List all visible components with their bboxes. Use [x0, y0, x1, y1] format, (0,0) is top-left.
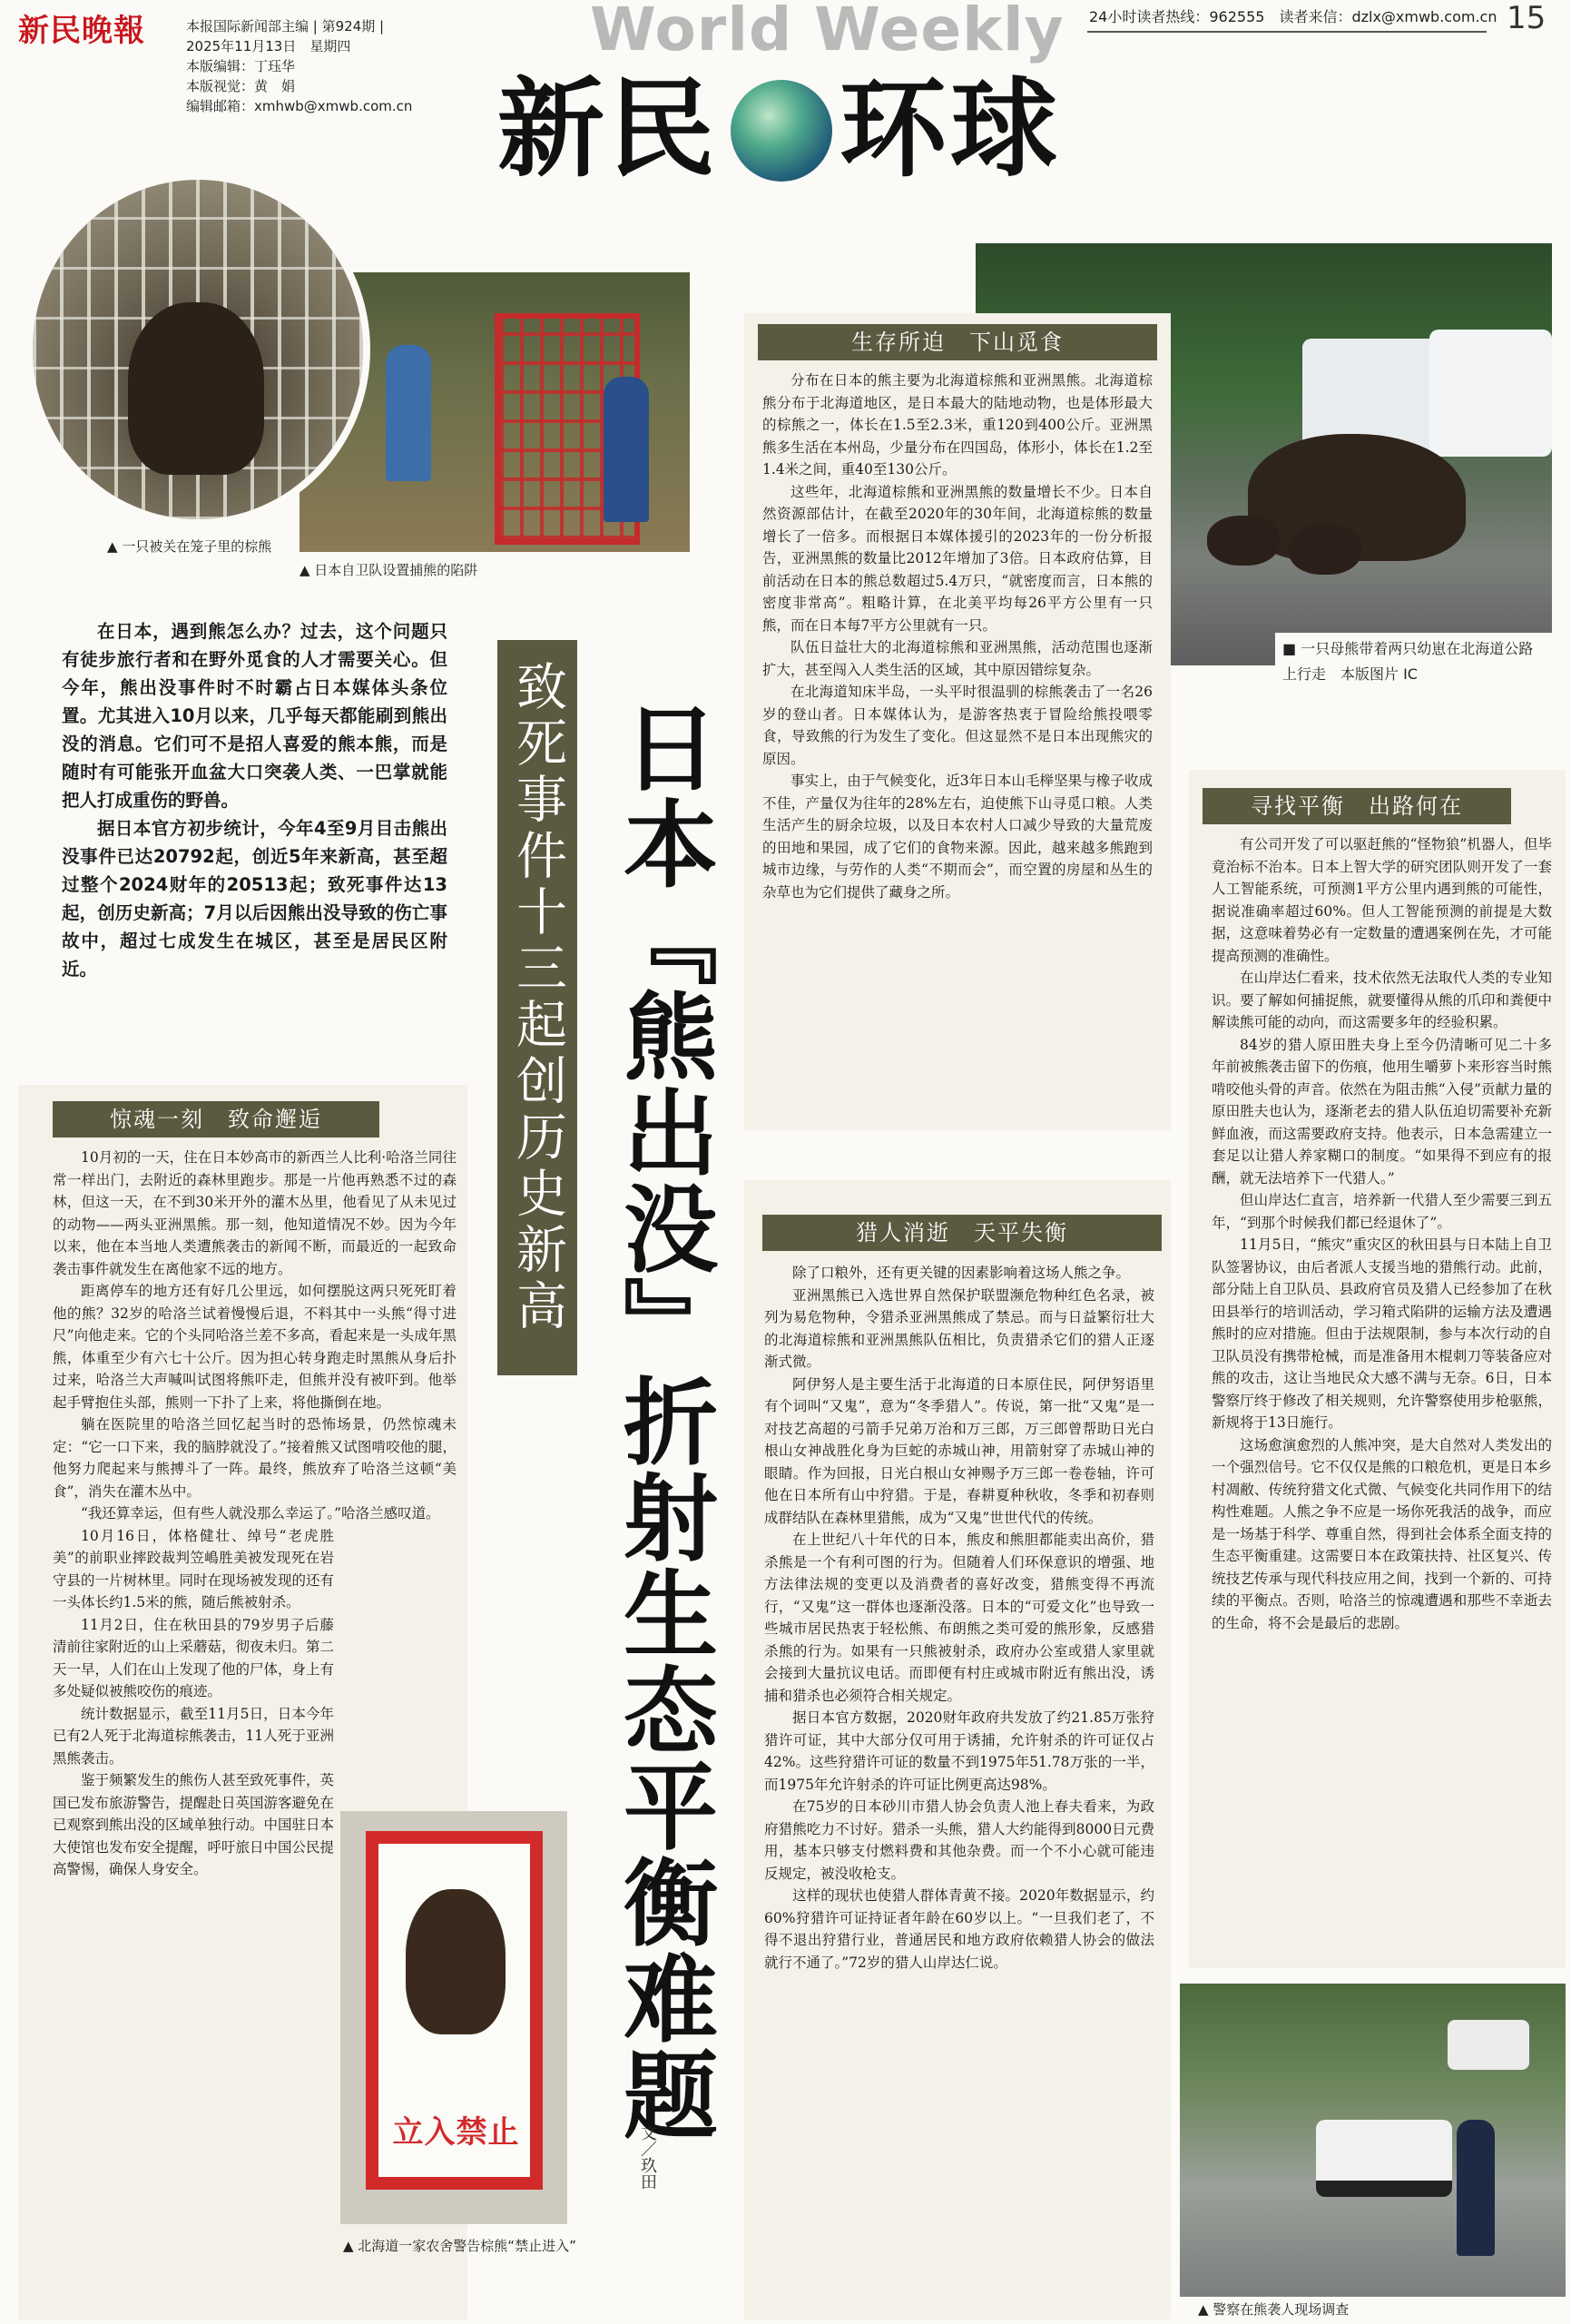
- paragraph: 队伍日益壮大的北海道棕熊和亚洲黑熊，活动范围也逐渐扩大，甚至闯入人类生活的区域，其中原因错综复杂。: [762, 639, 1153, 678]
- world-weekly-logo: World Weekly: [590, 0, 1065, 64]
- paragraph: 这样的现状也使猎人群体青黄不接。2020年数据显示，约60%狩猎许可证持证者年龄在60岁以上。“一旦我们老了，不得不退出狩猎行业，普通居民和地方政府依赖猎人协会的做法就行不通了。”72岁的猎人山岸达仁说。: [764, 1887, 1154, 1971]
- paragraph: 事实上，由于气候变化，近3年日本山毛榉坚果与橡子收成不佳，产量仅为往年的28%左右，迫使熊下山寻觅口粮。人类生活产生的厨余垃圾，以及日本农村人口减少导致的大量荒废的田地和果园，成了它们的食物来源。因此，越来越多熊跑到城市边缘，与劳作的人类“不期而会”，而空置的房屋和丛生的杂草也为它们提供了藏身之所。: [762, 773, 1153, 901]
- police-officer: [1457, 2120, 1495, 2256]
- caption-cage-bear: ▲ 一只被关在笼子里的棕熊: [107, 538, 272, 555]
- subheadline: 致死事件十三起创历史新高: [508, 660, 567, 1335]
- hotline: 24小时读者热线：962555 读者来信：dzlx@xmwb.com.cn: [1089, 8, 1497, 25]
- section-title-left: 新民: [497, 65, 720, 192]
- police-car: [1316, 2120, 1452, 2197]
- paragraph: 这场愈演愈烈的人熊冲突，是大自然对人类发出的一个强烈信号。它不仅仅是熊的口粮危机，更是日本乡村凋敝、传统狩猎文化式微、气候变化共同作用下的结构性难题。人熊之争不应是一场你死我活的战争，而应是一场基于科学、尊重自然，得到社会体系全面支持的生态平衡重建。这需要日本在政策扶持、社区复兴、传统技艺传承与现代科技应用之间，找到一个新的、可持续的平衡点。否则，哈洛兰的惊魂遭遇和那些不幸逝去的生命，将不会是最后的悲剧。: [1212, 1436, 1552, 1631]
- header-rule: [1087, 31, 1487, 33]
- byline: 文／玖田: [638, 2124, 657, 2190]
- section-panel-2: [744, 313, 1171, 1130]
- paragraph: 但山岸达仁直言，培养新一代猎人至少需要三到五年，“到那个时候我们都已经退休了”。: [1212, 1192, 1552, 1231]
- section-body: [762, 369, 1153, 903]
- lead-paragraph: 在日本，遇到熊怎么办？过去，这个问题只有徒步旅行者和在野外觅食的人才需要关心。但今年，熊出没事件时不时霸占日本媒体头条位置。尤其进入10月以来，几乎每天都能刷到熊出没的消息。它们可不是招人喜爱的熊本熊，而是随时有可能张开血盆大口突袭人类、一巴掌就能把人打成重伤的野兽。: [62, 621, 447, 811]
- lead-paragraph: 据日本官方初步统计，今年4至9月目击熊出没事件已达20792起，创近5年来新高，甚至超过整个2024财年的20513起；致死事件达13起，创历史新高；7月以后因熊出没导致的伤亡事故中，超过七成发生在城区，甚至是居民区附近。: [62, 818, 447, 980]
- section-title: 猎人消逝 天平失衡: [762, 1215, 1162, 1251]
- paragraph: 距离停车的地方还有好几公里远，如何摆脱这两只死死盯着他的熊？32岁的哈洛兰试着慢慢后退，不料其中一头熊“得寸进尺”向他走来。它的个头同哈洛兰差不多高，看起来是一头成年黑熊，体重至少有六七十公斤。因为担心转身跑走时黑熊从身后扑过来，哈洛兰大声喊叫试图将熊吓走，但熊并没有被吓到。他举起手臂抱住头部，熊则一下扑了上来，将他撕倒在地。: [53, 1283, 457, 1411]
- info-line: 2025年11月13日 星期四: [186, 38, 351, 54]
- bear-drawing: [406, 1889, 506, 2034]
- cub-bear: [1207, 516, 1280, 566]
- truck: [1429, 330, 1552, 457]
- paragraph: 11月2日，住在秋田县的79岁男子后藤清前往家附近的山上采蘑菇，彻夜未归。第二天一早，人们在山上发现了他的尸体，身上有多处疑似被熊咬伤的痕迹。: [53, 1616, 335, 1699]
- main-headline: 日本『熊出没』折射生态平衡难题: [607, 699, 719, 2142]
- section-panel-4: [1189, 770, 1566, 1968]
- soldier-figure: [386, 345, 431, 481]
- info-line: 本版视觉：黄 娟: [186, 78, 296, 94]
- paragraph: 亚洲黑熊已入选世界自然保护联盟濒危物种红色名录，被列为易危物种，令猎杀亚洲黑熊成了禁忌。而与日益繁衍壮大的北海道棕熊和亚洲黑熊队伍相比，负责猎杀它们的猎人正逐渐式微。: [764, 1286, 1154, 1370]
- paragraph: 在山岸达仁看来，技术依然无法取代人类的专业知识。要了解如何捕捉熊，就要懂得从熊的爪印和粪便中解读熊可能的动向，而这需要多年的经验积累。: [1212, 970, 1552, 1030]
- paragraph: “我还算幸运，但有些人就没那么幸运了。”哈洛兰感叹道。: [81, 1505, 440, 1521]
- paragraph: 据日本官方数据，2020财年政府共发放了约21.85万张狩猎许可证，其中大部分仅可用于诱捕，允许射杀的许可证仅占42%。这些狩猎许可证的数量不到1975年51.78万张的一半，而1975年允许射杀的许可证比例更高达98%。: [764, 1709, 1154, 1793]
- section-body: [764, 1262, 1154, 1974]
- police-photo: [1180, 1984, 1566, 2297]
- paper-name: 新民晚報: [18, 13, 145, 49]
- paragraph: 在北海道知床半岛，一头平时很温驯的棕熊袭击了一名26岁的登山者。日本媒体认为，是游客热衷于冒险给熊投喂零食，导致熊的行为发生了变化。但这显然不是日本出现熊灾的原因。: [762, 684, 1153, 767]
- caption-sign: ▲ 北海道一家农舍警告棕熊“禁止进入”: [343, 2238, 576, 2254]
- paragraph: 10月16日，体格健壮、绰号“老虎胜美”的前职业摔跤裁判笠嶋胜美被发现死在岩守县的一片树林里。同时在现场被发现的还有一头体长约1.5米的熊，随后熊被射杀。: [53, 1527, 335, 1610]
- paragraph: 躺在医院里的哈洛兰回忆起当时的恐怖场景，仍然惊魂未定：“它一口下来，我的脑脖就没了。”接着熊又试图啃咬他的腿，他努力爬起来与熊搏斗了一阵。最终，熊放弃了哈洛兰这顿“美食”，消失在灌木丛中。: [53, 1416, 457, 1500]
- lead-text: [62, 617, 447, 983]
- police-car: [1448, 2020, 1529, 2070]
- paragraph: 鉴于频繁发生的熊伤人甚至致死事件，英国已发布旅游警告，提醒赴日英国游客避免在已观察到熊出没的区域单独行动。中国驻日本大使馆也发布安全提醒，呼吁旅日中国公民提高警惕，确保人身安全。: [53, 1772, 335, 1877]
- warning-sign: [366, 1831, 543, 2190]
- paragraph: 除了口粮外，还有更关键的因素影响着这场人熊之争。: [792, 1265, 1131, 1281]
- paragraph: 在上世纪八十年代的日本，熊皮和熊胆都能卖出高价，猎杀熊是一个有利可图的行为。但随着人们环保意识的增强、地方法律法规的变更以及消费者的喜好改变，猎熊变得不再流行，“又鬼”这一群体也逐渐没落。日本的“可爱文化”也导致一些城市居民热衷于轻松熊、布朗熊之类可爱的熊形象，反感猎杀熊的行为。如果有一只熊被射杀，政府办公室或猎人家里就会接到大量抗议电话。而即便有村庄或城市附近有熊出没，诱捕和猎杀也必须符合相关规定。: [764, 1531, 1154, 1704]
- bear-in-cage: [128, 302, 264, 475]
- section-body: [53, 1147, 457, 1881]
- paragraph: 在75岁的日本砂川市猎人协会负责人池上春夫看来，为政府猎熊吃力不讨好。猎杀一头熊，猎人大约能得到8000日元费用，基本只够支付燃料费和其他杂费。而一个不小心就可能违反规定，被没收枪支。: [764, 1798, 1154, 1882]
- paragraph: 有公司开发了可以驱赶熊的“怪物狼”机器人，但毕竟治标不治本。日本上智大学的研究团队则开发了一套人工智能系统，可预测1平方公里内遇到熊的可能性，据说准确率超过60%。但人工智能预测的前提是大数据，这意味着势必有一定数量的遭遇案例在先，才可能提高预测的准确性。: [1212, 836, 1552, 964]
- paragraph: 84岁的猎人原田胜夫身上至今仍清晰可见二十多年前被熊袭击留下的伤痕，他用生嚼萝卜来形容当时熊啃咬他头骨的声音。依然在为阻击熊“入侵”贡献力量的原田胜夫也认为，逐渐老去的猎人队伍迫切需要补充新鲜血液，而这需要政府支持。他表示，日本急需建立一套足以让猎人养家糊口的制度。“如果得不到应有的报酬，就无法培养下一代猎人。”: [1212, 1036, 1552, 1187]
- masthead-info: [186, 16, 495, 116]
- page-number: 15: [1507, 0, 1546, 36]
- cage-photo: [25, 172, 370, 527]
- paragraph: 分布在日本的熊主要为北海道棕熊和亚洲黑熊。北海道棕熊分布于北海道地区，是日本最大的陆地动物，也是体形最大的棕熊之一，体长在1.5至2.3米，重120到400公斤。亚洲黑熊多生活在本州岛，少量分布在四国岛，体形小，体长在1.2至1.4米之间，重40至130公斤。: [762, 372, 1153, 478]
- caption-road-bears: ■ 一只母熊带着两只幼崽在北海道公路上行走 本版图片 IC: [1275, 633, 1552, 691]
- subheadline-box: [497, 640, 577, 1375]
- cub-bear: [1289, 525, 1361, 575]
- globe-icon: [731, 80, 832, 182]
- section-panel-3: [744, 1180, 1171, 2319]
- caption-police: ▲ 警察在熊袭人现场调查: [1198, 2301, 1350, 2318]
- section-title: 生存所迫 下山觅食: [758, 324, 1157, 360]
- info-line: 本报国际新闻部主编 | 第924期 |: [186, 18, 385, 34]
- paragraph: 11月5日，“熊灾”重灾区的秋田县与日本陆上自卫队签署协议，由后者派人支援当地的猎熊行动。此前，部分陆上自卫队员、县政府官员及猎人已经参加了在秋田县举行的培训活动，学习箱式陷阱的运输方法及遭遇熊时的应对措施。但由于法规限制，参与本次行动的自卫队员没有携带枪械，而是准备用木棍刺刀等装备应对熊的攻击，这让当地民众大感不满与无奈。6日，日本警察厅终于修改了相关规则，允许警察使用步枪驱熊，新规将于13日施行。: [1212, 1236, 1552, 1431]
- info-line: 编辑邮箱：xmhwb@xmwb.com.cn: [186, 98, 413, 114]
- paragraph: 阿伊努人是主要生活于北海道的日本原住民，阿伊努语里有个词叫“又鬼”，意为“冬季猎人”。传说，第一批“又鬼”是一对技艺高超的弓箭手兄弟万治和万三郎，万三郎曾帮助日光白根山女神战胜化身为巨蛇的赤城山神，用箭射穿了赤城山神的眼睛。作为回报，日光白根山女神赐予万三郎一卷卷轴，许可他在日本所有山中狩猎。于是，春耕夏种秋收，冬季和初春则成群结队在森林里猎熊，成为“又鬼”世世代代的传统。: [764, 1375, 1154, 1526]
- section-body: [1212, 833, 1552, 1634]
- soldier-figure: [604, 377, 649, 522]
- info-line: 本版编辑：丁珏华: [186, 58, 296, 74]
- section-title-right: 环球: [840, 65, 1062, 192]
- paragraph: 统计数据显示，截至11月5日，日本今年已有2人死于北海道棕熊袭击，11人死于亚洲黑熊袭击。: [53, 1705, 334, 1767]
- paragraph: 这些年，北海道棕熊和亚洲黑熊的数量增长不少。日本自然资源部估计，在截至2020年的30年间，北海道棕熊的数量增长了一倍多。而根据日本媒体援引的2023年的一份分析报告，亚洲黑熊的数量比2012年增加了3倍。日本政府估算，目前活动在日本的熊总数超过5.4万只，“就密度而言，日本熊的密度非常高”。粗略计算，在北美平均每26平方公里有一只熊，而在日本每7平方公里就有一只。: [762, 483, 1153, 634]
- sign-photo: [340, 1811, 567, 2224]
- section-title: 惊魂一刻 致命邂逅: [53, 1101, 379, 1137]
- caption-trap: ▲ 日本自卫队设置捕熊的陷阱: [299, 562, 478, 578]
- sign-text: 立入禁止: [392, 2114, 520, 2151]
- section-title: 寻找平衡 出路何在: [1203, 788, 1511, 824]
- paragraph: 10月初的一天，住在日本妙高市的新西兰人比利·哈洛兰同往常一样出门，去附近的森林里跑步。那是一片他再熟悉不过的森林，但这一天，在不到30米开外的灌木丛里，他看见了从未见过的动物——两头亚洲黑熊。那一刻，他知道情况不妙。因为今年以来，他在本当地人类遭熊袭击的新闻不断，而最近的一起致命袭击事件就发生在离他家不远的地方。: [53, 1149, 457, 1277]
